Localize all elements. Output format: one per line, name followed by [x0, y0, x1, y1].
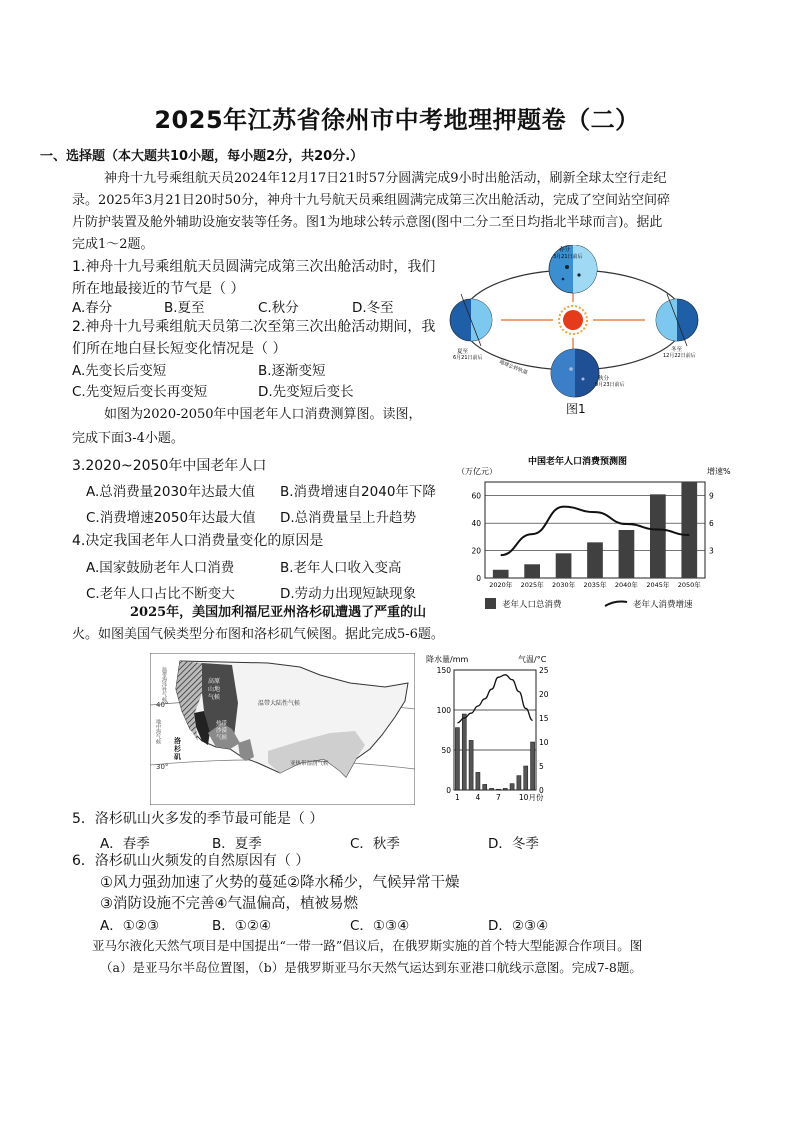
mediterranean-label: 地中海气候	[155, 719, 161, 744]
consumption-bar	[650, 494, 666, 578]
q6-option-a[interactable]: A．①②③	[100, 918, 160, 934]
q6-option-d[interactable]: D．②③④	[488, 918, 549, 934]
q3-option-d[interactable]: D.总消费量呈上升趋势	[280, 510, 417, 526]
subtropical-label: 亚热带湿润气候	[290, 761, 329, 767]
month-tick: 10月份	[518, 793, 544, 802]
question-2-line-2: 们所在地白昼长短变化情况是（ ）	[72, 341, 287, 357]
temp-tick: 25	[539, 666, 549, 675]
legend-line-label: 老年人消费增速	[633, 600, 693, 610]
summer-date: 6月21日前后	[453, 355, 483, 361]
lat-40-label: 40°	[156, 701, 169, 709]
y-tick-label: 60	[471, 491, 481, 501]
question-6: 6．洛杉矶山火频发的自然原因有（ ）	[72, 853, 310, 869]
intro-paragraph-4-line-1: 亚马尔液化天然气项目是中国提出“一带一路”倡议后，在俄罗斯实施的首个特大型能源合作项目。图	[92, 938, 643, 953]
precip-bar	[517, 776, 521, 790]
earth-spring-icon	[549, 245, 597, 293]
q2-option-b[interactable]: B.逐渐变短	[258, 363, 326, 379]
precip-bar	[455, 728, 459, 790]
q3-option-b[interactable]: B.消费增速自2040年下降	[280, 484, 436, 500]
y2-tick-label: 6	[709, 519, 714, 529]
precip-bar	[490, 788, 494, 790]
q2-option-a[interactable]: A.先变长后变短	[72, 363, 167, 379]
y-tick-label: 0	[476, 574, 481, 583]
q3-option-a[interactable]: A.总消费量2030年达最大值	[86, 484, 256, 500]
la-label-1: 洛	[174, 737, 181, 745]
y2-tick-label: 9	[709, 491, 714, 501]
q2-option-d[interactable]: D.先变短后变长	[258, 384, 354, 400]
precip-tick: 50	[441, 746, 451, 755]
intro-paragraph-2-line-2: 完成下面3-4小题。	[72, 431, 184, 446]
q5-option-a[interactable]: A．春季	[100, 836, 150, 852]
earth-orbit-figure	[445, 245, 715, 425]
precip-tick: 100	[436, 706, 451, 715]
autumn-date: 9月23日前后	[595, 382, 625, 388]
precip-bar	[531, 742, 535, 790]
spring-date: 3月21日前后	[553, 254, 583, 260]
q5-option-b[interactable]: B．夏季	[212, 836, 262, 852]
intro-paragraph-3-line-2: 火。如图美国气候类型分布图和洛杉矶气候图。据此完成5-6题。	[72, 627, 444, 642]
q1-option-b[interactable]: B.夏至	[164, 300, 205, 316]
q5-option-c[interactable]: C．秋季	[350, 836, 400, 852]
consumption-bar	[524, 564, 540, 578]
q4-option-b[interactable]: B.老年人口收入变高	[280, 560, 402, 576]
figure-1-caption: 图1	[566, 402, 586, 416]
earth-summer-icon	[450, 294, 492, 346]
x-tick-label: 2035年	[583, 581, 607, 589]
sun-icon	[559, 306, 587, 334]
x-tick-label: 2050年	[677, 581, 701, 589]
la-label-2: 杉	[174, 745, 181, 753]
intro-paragraph-1-line-2: 录。2025年3月21日20时50分，神舟十九号航天员乘组圆满完成第三次出舱活动，完成了空间站空间碎	[72, 193, 670, 208]
x-tick-label: 2025年	[520, 581, 544, 589]
precip-bar	[503, 788, 507, 790]
question-4: 4.决定我国老年人口消费量变化的原因是	[72, 533, 324, 549]
precip-tick: 150	[436, 666, 451, 675]
highland-label-2: 山地	[208, 686, 221, 693]
intro-paragraph-4-line-2: （a）是亚马尔半岛位置图，（b）是俄罗斯亚马尔天然气运达到东亚港口航线示意图。完成7-8题。	[100, 960, 642, 975]
orbit-label: 地球公转轨道	[498, 359, 529, 377]
precip-bar	[496, 789, 500, 790]
la-label-3: 矶	[174, 753, 181, 761]
q1-option-a[interactable]: A.春分	[72, 300, 113, 316]
desert-label-2: 沙漠	[216, 728, 228, 734]
q6-option-c[interactable]: C．①③④	[350, 918, 410, 934]
question-2-line-1: 2.神舟十九号乘组航天员第二次至第三次出舱活动期间，我	[72, 319, 436, 335]
precip-axis-label: 降水量/mm	[426, 655, 469, 664]
x-tick-label: 2030年	[552, 581, 576, 589]
question-1-line-2: 所在地最接近的节气是（ ）	[72, 281, 245, 297]
precip-tick: 0	[446, 786, 451, 795]
intro-paragraph-1-line-4: 完成1～2题。	[72, 237, 154, 252]
elderly-consumption-chart	[455, 450, 745, 615]
highland-label-1: 高原	[208, 678, 221, 685]
los-angeles-climate-chart	[424, 652, 559, 807]
q2-option-c[interactable]: C.先变短后变长再变短	[72, 384, 208, 400]
desert-label-3: 气候	[216, 735, 228, 741]
y-axis-label: （万亿元）	[457, 467, 497, 476]
y-tick-label: 40	[471, 519, 481, 529]
highland-label-3: 气候	[208, 694, 221, 701]
q6-statements-2: ③消防设施不完善④气温偏高，植被易燃	[100, 896, 358, 912]
continental-label: 温带大陆性气候	[258, 700, 301, 707]
temp-tick: 5	[539, 762, 544, 771]
winter-label: 冬至	[671, 347, 683, 353]
q3-option-c[interactable]: C.消费增速2050年达最大值	[86, 510, 256, 526]
intro-paragraph-1-line-3: 片防护装置及舱外辅助设施安装等任务。图1为地球公转示意图(图中二分二至日均指北半球而言)。据此	[72, 215, 663, 230]
summer-label: 夏至	[457, 349, 469, 355]
x-tick-label: 2045年	[646, 581, 670, 589]
precip-bar	[483, 784, 487, 790]
temp-tick: 10	[539, 738, 549, 747]
lat-30-label: 30°	[156, 763, 169, 771]
temp-tick: 0	[539, 786, 544, 795]
desert-label-1: 热带	[216, 721, 228, 727]
earth-autumn-icon	[551, 349, 599, 397]
y2-tick-label: 3	[709, 546, 714, 556]
winter-date: 12月22日前后	[663, 353, 696, 359]
precip-bar	[476, 772, 480, 790]
q1-option-c[interactable]: C.秋分	[258, 300, 299, 316]
chart-title: 中国老年人口消费预测图	[528, 457, 628, 467]
q5-option-d[interactable]: D．冬季	[488, 836, 539, 852]
precip-bar	[469, 740, 473, 790]
autumn-label: 秋分	[598, 376, 610, 382]
x-tick-label: 2020年	[489, 581, 513, 589]
temp-tick: 20	[539, 690, 549, 699]
precip-bar	[462, 714, 466, 790]
x-tick-label: 2040年	[614, 581, 638, 589]
temperature-curve	[457, 675, 532, 723]
question-1-line-1: 1.神舟十九号乘组航天员圆满完成第三次出舱活动时，我们	[72, 259, 436, 275]
spring-label: 春分	[559, 247, 571, 253]
consumption-bar	[681, 482, 697, 578]
earth-winter-icon	[656, 294, 698, 346]
intro-paragraph-3-line-1: 2025年，美国加利福尼亚州洛杉矶遭遇了严重的山	[130, 605, 427, 620]
q6-statements-1: ①风力强劲加速了火势的蔓延②降水稀少，气候异常干燥	[100, 875, 460, 891]
consumption-bar	[556, 553, 572, 578]
month-tick: 4	[475, 793, 481, 802]
page-title: 2025年江苏省徐州市中考地理押题卷（二）	[154, 106, 640, 134]
month-tick: 7	[496, 793, 501, 802]
temp-tick: 15	[539, 714, 549, 723]
q4-option-d[interactable]: D.劳动力出现短缺现象	[280, 586, 417, 602]
legend-bar-swatch	[485, 598, 496, 609]
legend-line-swatch	[605, 602, 627, 607]
q4-option-a[interactable]: A.国家鼓励老年人口消费	[86, 560, 235, 576]
precip-bar	[510, 784, 514, 790]
q4-option-c[interactable]: C.老年人口占比不断变大	[86, 586, 235, 602]
temp-axis-label: 气温/°C	[518, 655, 547, 664]
question-3: 3.2020~2050年中国老年人口	[72, 458, 267, 474]
consumption-bar	[587, 542, 603, 578]
section-heading: 一、选择题（本大题共10小题，每小题2分，共20分.）	[40, 149, 364, 164]
q6-option-b[interactable]: B．①②④	[212, 918, 272, 934]
y2-axis-label: 增速%	[707, 467, 731, 476]
q1-option-d[interactable]: D.冬至	[352, 300, 394, 316]
intro-paragraph-1-line-1: 神舟十九号乘组航天员2024年12月17日21时57分圆满完成9小时出舱活动，刷新全球太空行走纪	[104, 171, 667, 186]
month-tick: 1	[455, 793, 460, 802]
intro-paragraph-2-line-1: 如图为2020-2050年中国老年人口消费测算图。读图，	[104, 407, 422, 422]
question-5: 5．洛杉矶山火多发的季节最可能是（ ）	[72, 811, 324, 827]
y-tick-label: 20	[471, 546, 481, 556]
precip-bar	[524, 766, 528, 790]
consumption-bar	[619, 530, 635, 578]
legend-bar-label: 老年人口总消费	[502, 600, 562, 610]
marine-label: 温带海洋性气候	[161, 667, 167, 702]
us-climate-map	[150, 653, 415, 805]
consumption-bar	[493, 570, 509, 578]
